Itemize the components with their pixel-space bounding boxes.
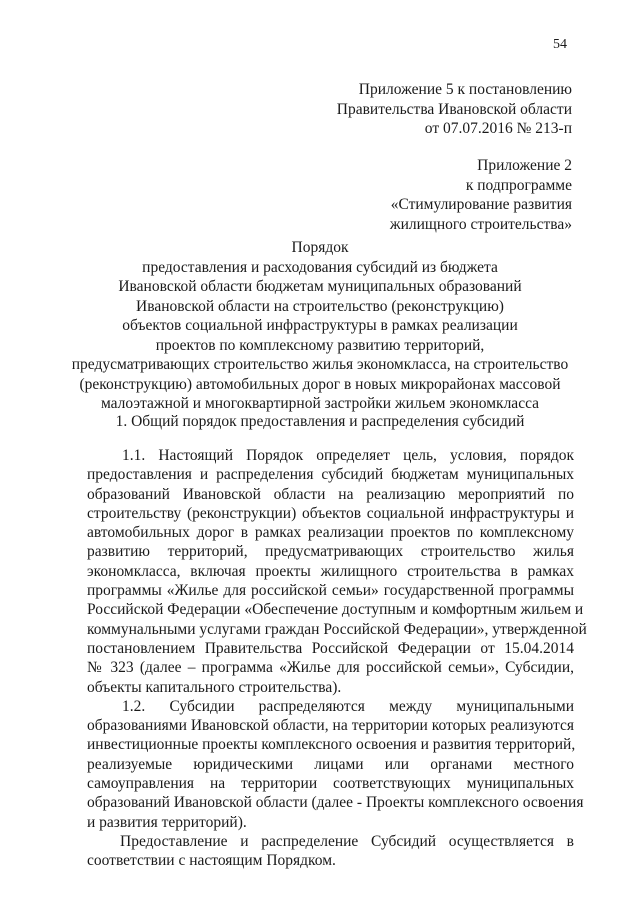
appendix-line: жилищного строительства» [389, 215, 572, 233]
paragraph-line: самоуправления на территории соответствующих муниципальных [87, 775, 574, 793]
appendix-line: Приложение 2 [477, 157, 572, 174]
paragraph-line: постановлением Правительства Российской Федерации от 15.04.2014 [87, 639, 574, 657]
title-line: предусматривающих строительство жилья экономкласса, на строительство [71, 356, 569, 373]
appendix-line: к подпрограмме [465, 176, 572, 194]
paragraph-line: № 323 (далее – программа «Жилье для российской семьи», Субсидии, [87, 659, 574, 677]
document-title [65, 238, 575, 414]
paragraph-line: 1.2. Субсидии распределяются между муниципальными [122, 697, 574, 715]
paragraph-line: строительству (реконструкции) объектов социальной инфраструктуры и [87, 504, 574, 522]
appendix-2-header [390, 156, 572, 234]
appendix-line: Приложение 5 к постановлению [358, 81, 572, 98]
appendix-line: от 07.07.2016 № 213-п [424, 120, 572, 137]
title-line: проектов по комплексному развитию территорий, [155, 336, 485, 354]
appendix-5-header [337, 80, 572, 139]
appendix-line: Правительства Ивановской области [336, 100, 572, 118]
paragraph-line: экономкласса, включая проекты жилищного строительства в рамках [87, 562, 574, 580]
paragraph-line: образований Ивановской области на реализацию мероприятий по [87, 485, 574, 503]
paragraph-line: объекты капитального строительства). [87, 678, 342, 696]
title-line: Ивановской области бюджетам муниципальных образований [118, 278, 522, 295]
paragraph-line: Российской Федерации «Обеспечение доступным и комфортным жильем и [87, 601, 584, 619]
paragraph-line: программы «Жилье для российской семьи» государственной программы [87, 582, 574, 600]
paragraph-line: предоставления и распределения субсидий бюджетам муниципальных [87, 466, 574, 484]
document-body [87, 446, 587, 871]
paragraph-line: развитию территорий, предусматривающих строительство жилья [87, 543, 574, 561]
page-number: 54 [553, 37, 567, 52]
title-line: Порядок [291, 239, 349, 256]
paragraph-line: образований Ивановской области (далее - Проекты комплексного освоения [87, 794, 584, 812]
paragraph-line: инвестиционные проекты комплексного освоения и развития территорий, [87, 736, 576, 754]
title-line: Ивановской области на строительство (реконструкцию) [136, 297, 504, 315]
paragraph-line: соответствии с настоящим Порядком. [87, 852, 336, 870]
section-heading: 1. Общий порядок предоставления и распределения субсидий [115, 413, 525, 430]
paragraph-line: и развития территорий). [87, 813, 247, 831]
paragraph-line: образованиями Ивановской области, на территории которых реализуются [87, 717, 574, 735]
paragraph-line: автомобильных дорог в рамках реализации проектов по комплексному [87, 524, 574, 542]
title-line: малоэтажной и многоквартирной застройки жильем экономкласса [100, 395, 540, 412]
paragraph-line: 1.1. Настоящий Порядок определяет цель, условия, порядок [122, 447, 574, 464]
appendix-line: «Стимулирование развития [390, 196, 572, 213]
paragraph-line: Предоставление и распределение Субсидий осуществляется в [120, 832, 574, 850]
title-line: предоставления и расходования субсидий из бюджета [142, 258, 498, 276]
paragraph-line: коммунальными услугами граждан Российской Федерации», утвержденной [87, 620, 587, 638]
title-line: (реконструкцию) автомобильных дорог в новых микрорайонах массовой [79, 375, 561, 393]
title-line: объектов социальной инфраструктуры в рамках реализации [122, 317, 518, 334]
paragraph-line: реализуемые юридическими лицами или органами местного [87, 755, 574, 773]
